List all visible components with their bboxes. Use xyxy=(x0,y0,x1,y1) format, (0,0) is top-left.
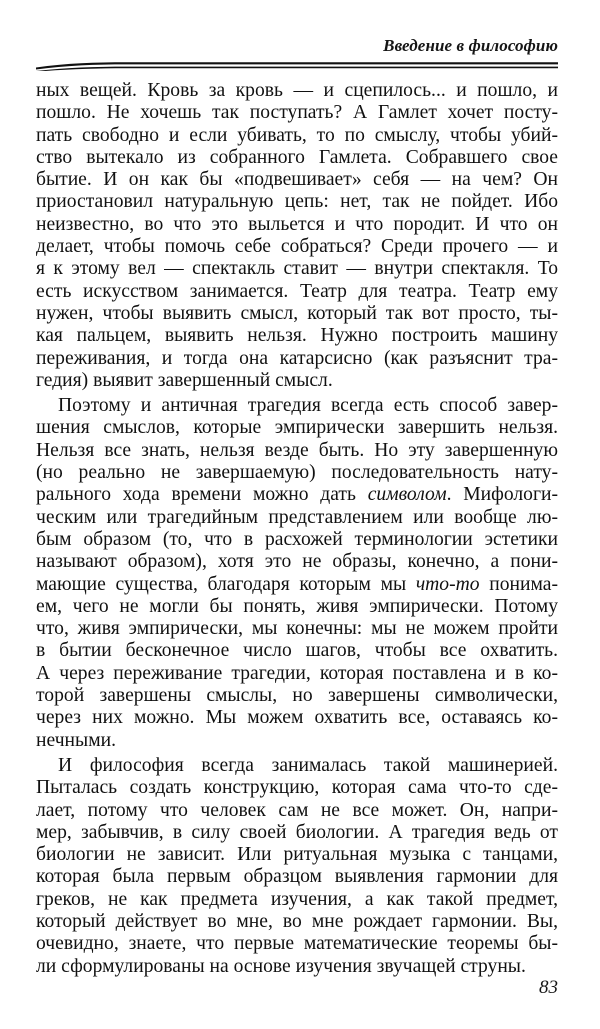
paragraph xyxy=(36,80,558,392)
text-line: Поэтому и античная трагедия всегда есть способ завер- xyxy=(58,395,558,417)
text-line: мер, забывчив, в силу своей биологии. А трагедия ведь от xyxy=(36,821,558,843)
paragraph xyxy=(36,395,558,752)
text-line: пошло. Не хочешь так поступать? А Гамлет хочет посту- xyxy=(36,102,558,124)
text-line: в бытии бесконечное число шагов, чтобы все охватить. xyxy=(36,640,558,662)
text-line: приостановил натуральную цепь: нет, так не пойдет. Ибо xyxy=(36,191,558,213)
text-line: шения смыслов, которые эмпирически завершить нельзя. xyxy=(36,417,558,439)
body-text xyxy=(36,80,558,981)
emphasis: символом xyxy=(367,484,447,506)
text-line: через них можно. Мы можем охватить все, оставаясь ко- xyxy=(36,707,558,729)
text-line: что, живя эмпирически, мы конечны: мы не можем пройти xyxy=(36,618,558,640)
text-line: Нельзя все знать, нельзя везде быть. Но эту завершенную xyxy=(36,439,558,461)
text-line: называют образом), хотя это не образы, конечно, а пони- xyxy=(36,551,558,573)
text-line: кая пальцем, выявить нельзя. Нужно построить машину xyxy=(36,325,558,347)
running-head-title: Введение в философию xyxy=(383,36,558,55)
text-line: очевидно, знаете, что первые математические теоремы бы- xyxy=(36,933,558,955)
text-line: бытие. И он как бы «подвешивает» себя — на чем? Он xyxy=(36,169,558,191)
text-line: ли сформулированы на основе изучения звучащей струны. xyxy=(36,955,526,977)
text-line: переживания, и тогда она катарсисно (как разъяснит тра- xyxy=(36,347,558,369)
text-line: (но реально не завершаемую) последовательность нату- xyxy=(36,462,558,484)
text-line: лает, потому что человек сам не все может. Он, напри- xyxy=(36,799,558,821)
text-line: И философия всегда занималась такой машинерией. xyxy=(58,754,558,776)
text-line: неизвестно, во что это выльется и что породит. И что он xyxy=(36,213,558,235)
text-line: ство вытекало из собранного Гамлета. Собравшего свое xyxy=(36,146,558,168)
header-rule xyxy=(36,59,558,71)
text-line: ем, чего не могли бы понять, живя эмпирически. Потому xyxy=(36,595,558,617)
text-line: которая была первым образцом выявления гармонии для xyxy=(36,866,558,888)
text-line: пать свободно и если убивать, то по смыслу, чтобы убий- xyxy=(36,124,558,146)
text-line: греков, не как предмета изучения, а как такой предмет, xyxy=(36,888,558,910)
text-line: делает, чтобы помочь себе собраться? Среди прочего — и xyxy=(36,236,558,258)
text-line: бым образом (то, что в расхожей терминологии эстетики xyxy=(36,528,558,550)
text-line: мающие существа, благодаря которым мы что-то понима- xyxy=(36,573,558,595)
paragraph xyxy=(36,755,558,978)
page-number: 83 xyxy=(539,977,558,998)
emphasis: что-то xyxy=(415,573,480,595)
text-line: я к этому вел — спектакль ставит — внутри спектакля. То xyxy=(36,258,558,280)
text-line: ных вещей. Кровь за кровь — и сцепилось... и пошло, и xyxy=(36,80,558,101)
text-line: биологии не зависит. Или ритуальная музыка с танцами, xyxy=(36,844,558,866)
text-line: ческим или трагедийным представлением или вообще лю- xyxy=(36,506,558,528)
text-line: гедия) выявит завершенный смысл. xyxy=(36,369,333,391)
text-line: есть искусством занимается. Театр для театра. Театр ему xyxy=(36,280,558,302)
text-line: нужен, чтобы выявить смысл, который так вот просто, ты- xyxy=(36,302,558,324)
text-line: торой завершены смыслы, но завершены символически, xyxy=(36,685,558,707)
text-line: который действует во мне, во мне рождает гармонии. Вы, xyxy=(36,910,558,932)
text-line: А через переживание трагедии, которая поставлена и в ко- xyxy=(36,662,558,684)
text-line: Пыталась создать конструкцию, которая сама что-то сде- xyxy=(36,777,558,799)
text-line: рального хода времени можно дать символом. Мифологи- xyxy=(36,484,559,506)
text-line: нечными. xyxy=(36,729,116,751)
